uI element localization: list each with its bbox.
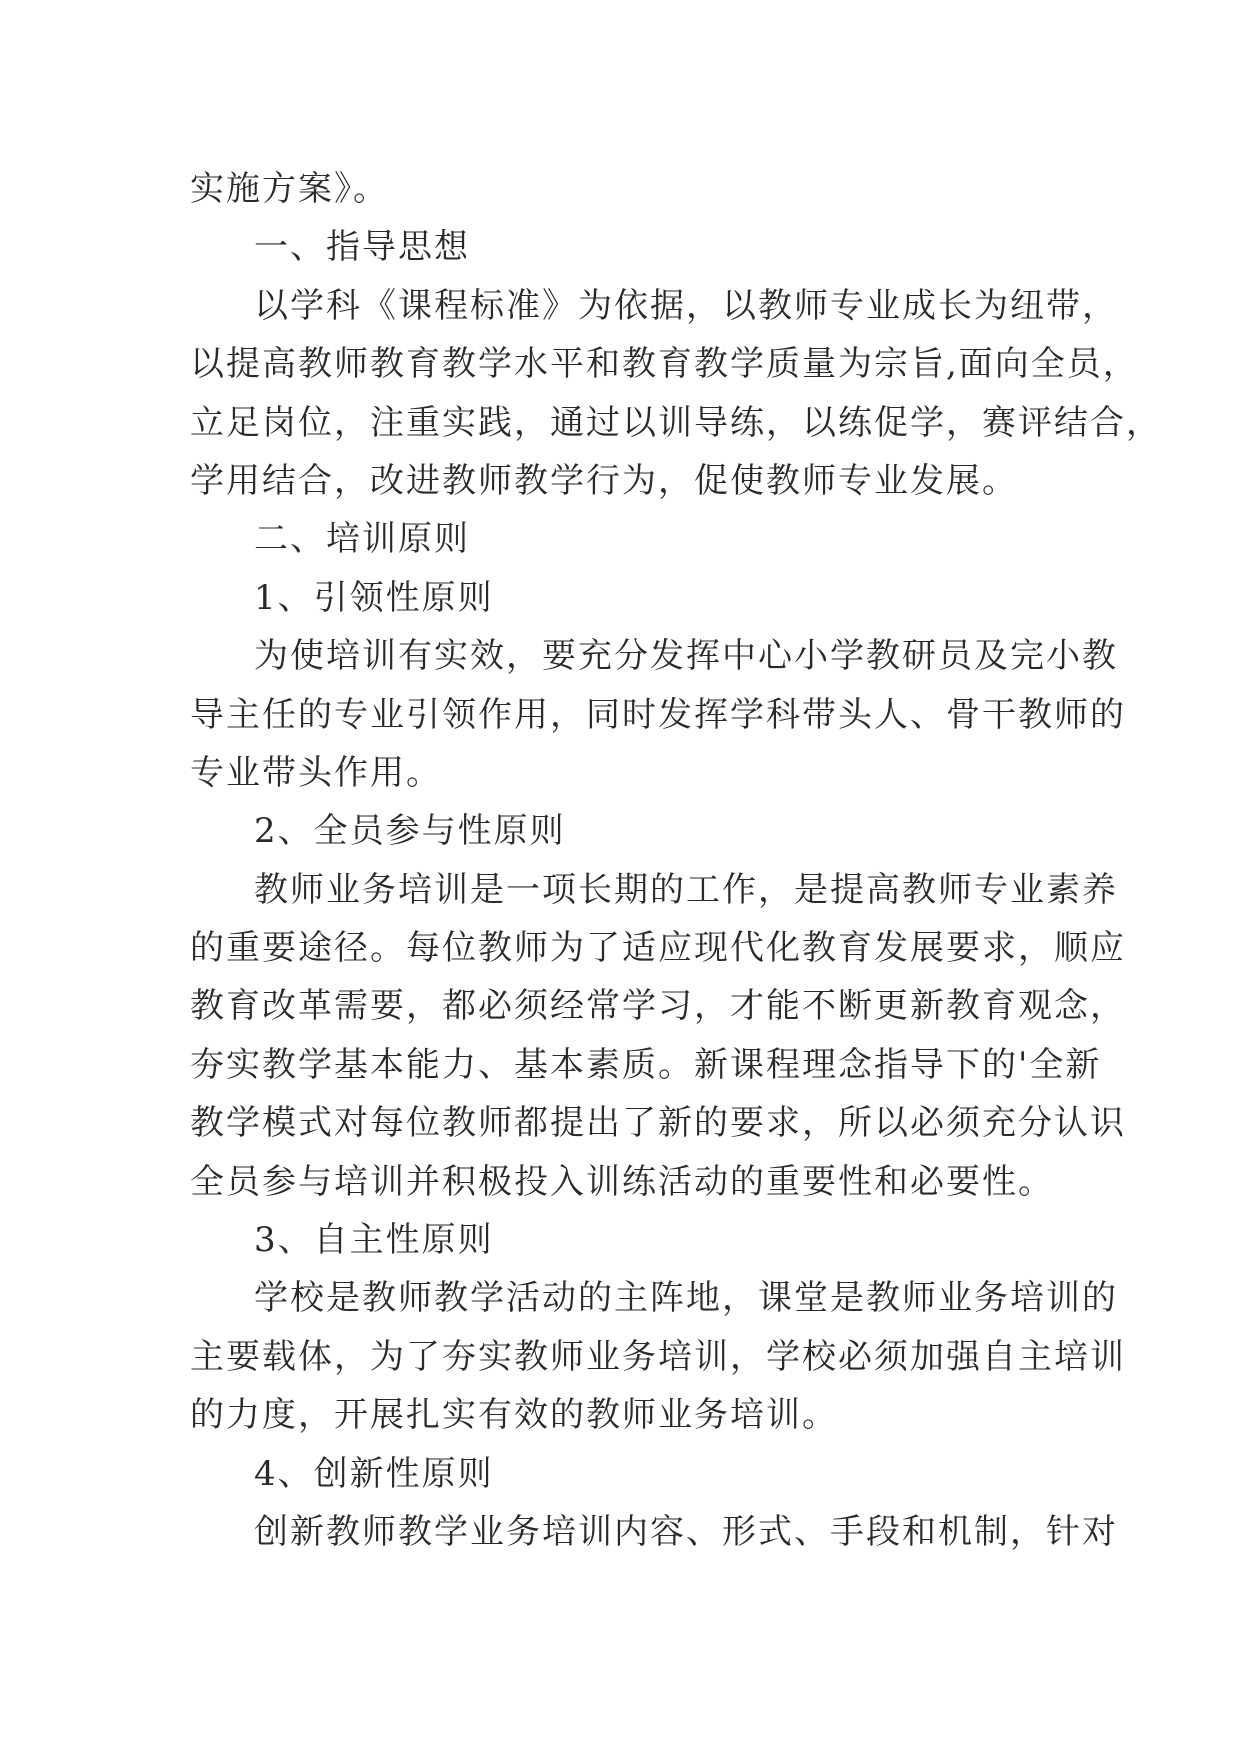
- text-line: 教育改革需要，都必须经常学习，才能不断更新教育观念，: [190, 986, 1126, 1027]
- subsection-heading: 1、引领性原则: [254, 577, 494, 618]
- text-line: 导主任的专业引领作用，同时发挥学科带头人、骨干教师的: [190, 694, 1126, 735]
- text-line: 以学科《课程标准》为依据，以教师专业成长为纽带，: [254, 285, 1118, 326]
- text-line: 全员参与培训并积极投入训练活动的重要性和必要性。: [190, 1161, 1054, 1202]
- text-line: 专业带头作用。: [190, 752, 442, 793]
- text-line: 教学模式对每位教师都提出了新的要求，所以必须充分认识: [190, 1103, 1126, 1144]
- text-line: 学校是教师教学活动的主阵地，课堂是教师业务培训的: [254, 1278, 1118, 1319]
- text-line: 立足岗位，注重实践，通过以训导练，以练促学，赛评结合，: [190, 402, 1162, 443]
- text-line: 主要载体，为了夯实教师业务培训，学校必须加强自主培训: [190, 1336, 1126, 1377]
- subsection-heading: 2、全员参与性原则: [254, 811, 566, 852]
- text-line: 为使培训有实效，要充分发挥中心小学教研员及完小教: [254, 636, 1118, 677]
- document-body: [190, 160, 1162, 1561]
- text-line: 学用结合，改进教师教学行为，促使教师专业发展。: [190, 460, 1018, 501]
- section-heading: 一、指导思想: [254, 227, 470, 268]
- text-line: 的力度，开展扎实有效的教师业务培训。: [190, 1395, 838, 1436]
- text-line: 创新教师教学业务培训内容、形式、手段和机制，针对: [254, 1511, 1118, 1552]
- text-line: 以提高教师教育教学水平和教育教学质量为宗旨,面向全员，: [190, 344, 1139, 385]
- subsection-heading: 3、自主性原则: [254, 1220, 494, 1261]
- subsection-heading: 4、创新性原则: [254, 1453, 494, 1494]
- text-line: 夯实教学基本能力、基本素质。新课程理念指导下的'全新: [190, 1044, 1102, 1085]
- text-line: 的重要途径。每位教师为了适应现代化教育发展要求，顺应: [190, 928, 1126, 969]
- section-heading: 二、培训原则: [254, 519, 470, 560]
- text-line: 实施方案》。: [190, 169, 389, 209]
- text-line: 教师业务培训是一项长期的工作，是提高教师专业素养: [254, 869, 1118, 910]
